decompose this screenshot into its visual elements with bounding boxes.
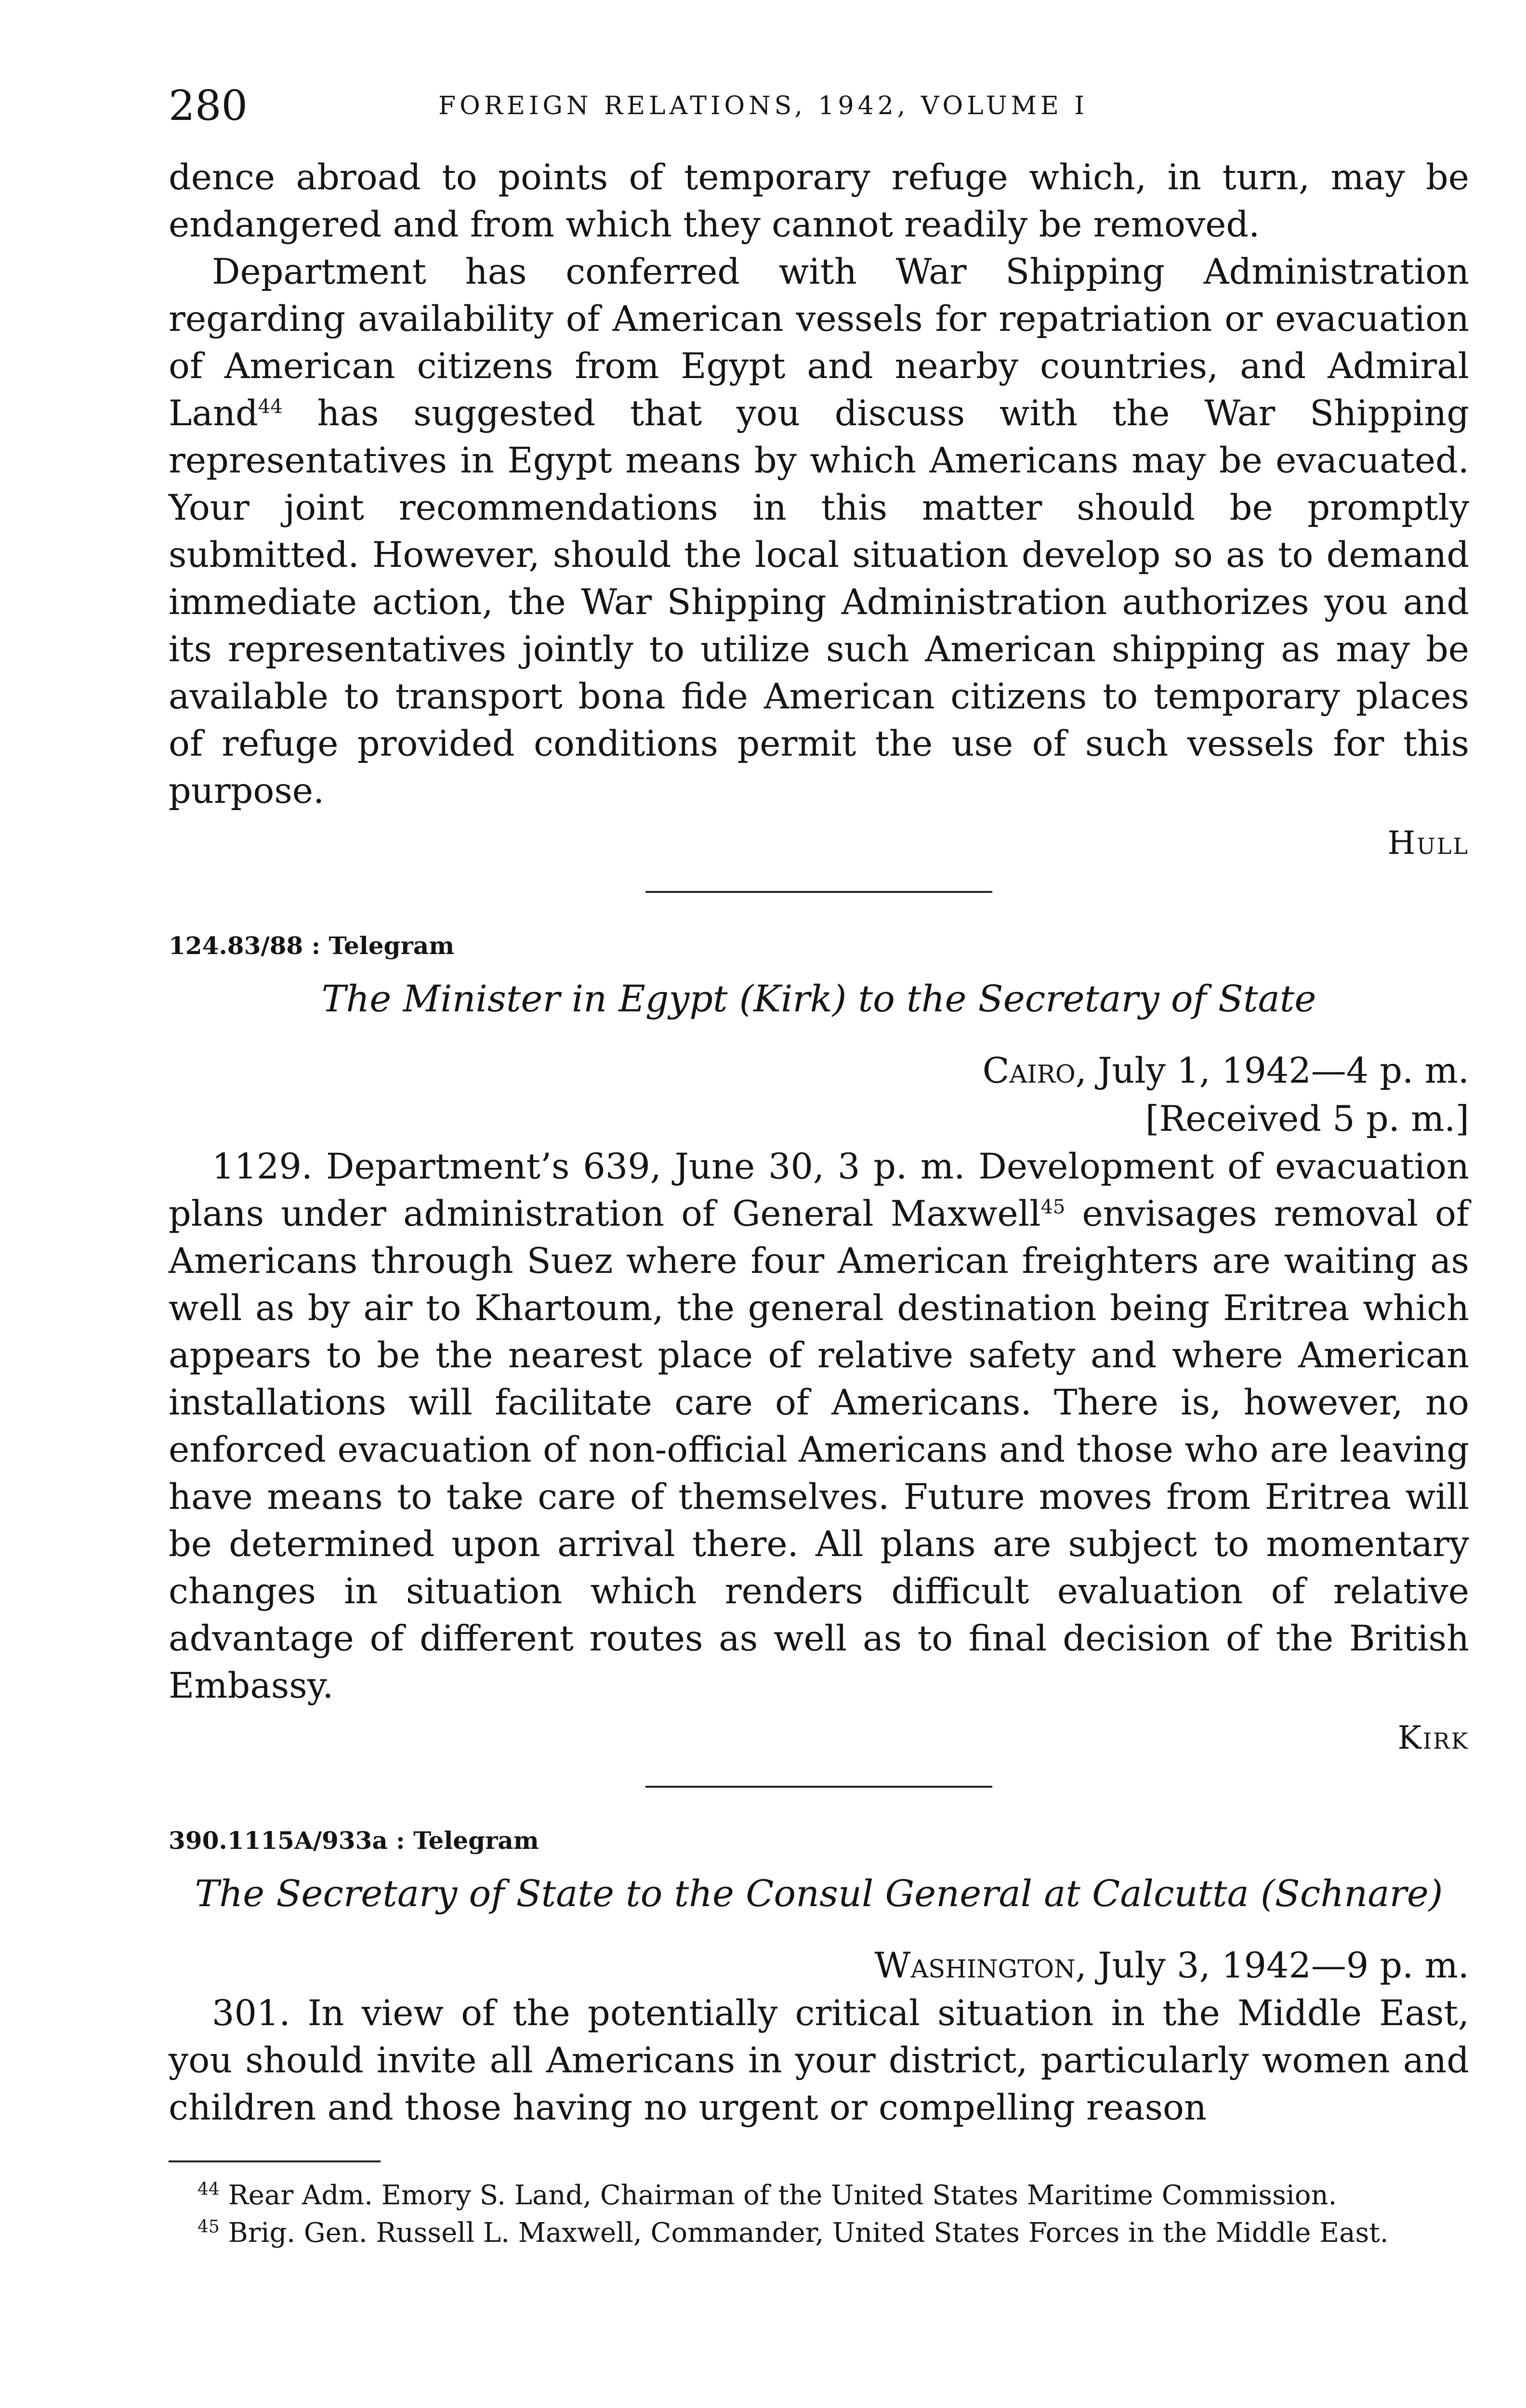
dateline xyxy=(169,1047,1469,1095)
dateline-date: July 1, 1942—4 p. m. xyxy=(1086,1050,1469,1091)
paragraph-text: has suggested that you discuss with the War Shipping representatives in Egypt means by which Americans may be evacuated. Your joint recommendations in this matter should be promptly submitted. However, should the local situation develop so as to demand immediate action, the War Shipping Administration authorizes you and its representatives jointly to utilize such American shipping as may be available to transport bona fide American citizens to temporary places of refuge provided conditions permit the use of such vessels for this purpose. xyxy=(169,393,1469,811)
footnote-text: Brig. Gen. Russell L. Maxwell, Commander, United States Forces in the Middle East. xyxy=(228,2217,1389,2249)
footnote xyxy=(169,2214,1469,2252)
body-paragraph xyxy=(169,1143,1469,1710)
footnote-number: 45 xyxy=(197,2217,220,2237)
running-head: FOREIGN RELATIONS, 1942, VOLUME I xyxy=(438,92,1088,120)
page-content xyxy=(169,154,1469,2252)
paragraph-text: Department has conferred with War Shipping Administration regarding availability of American vessels for repatriation or evacuation of American citizens from Egypt and nearby countries, and Admiral Land xyxy=(169,251,1469,434)
continued-paragraph: dence abroad to points of temporary refuge which, in turn, may be endangered and from which they cannot readily be removed. xyxy=(169,157,1469,245)
section-divider xyxy=(645,1786,992,1788)
page-number: 280 xyxy=(169,82,248,130)
footnote-number: 44 xyxy=(197,2179,220,2199)
section-divider xyxy=(645,891,992,893)
page-header xyxy=(169,79,1469,132)
received-note: [Received 5 p. m.] xyxy=(1145,1099,1469,1139)
body-paragraph: 301. In view of the potentially critical situation in the Middle East, you should invite all Americans in your district, particularly women and children and those having no urgent or compelling reason xyxy=(169,1993,1469,2128)
dateline-city: Washington, xyxy=(874,1945,1087,1986)
footnote-reference: 45 xyxy=(1040,1196,1066,1218)
file-reference: 124.83/88 : Telegram xyxy=(169,931,455,960)
file-reference: 390.1115A/933a : Telegram xyxy=(169,1826,539,1855)
paragraph-text: 1129. Department’s 639, June 30, 3 p. m. Development of evacuation plans under administration of General Maxwell xyxy=(169,1146,1469,1234)
dateline-date: July 3, 1942—9 p. m. xyxy=(1086,1945,1469,1986)
footnote-text: Rear Adm. Emory S. Land, Chairman of the United States Maritime Commission. xyxy=(228,2180,1337,2211)
dateline-city: Cairo, xyxy=(982,1050,1087,1091)
footnote-reference: 44 xyxy=(258,395,283,418)
paragraph-text: envisages removal of Americans through Suez where four American freighters are waiting as well as by air to Khartoum, the general destination being Eritrea which appears to be the nearest place of relative safety and where American installations will facilitate care of Americans. There is, however, no enforced evacuation of non-official Americans and those who are leaving have means to take care of themselves. Future moves from Eritrea will be determined upon arrival there. All plans are subject to momentary changes in situation which renders difficult evaluation of relative advantage of different routes as well as to final decision of the British Embassy. xyxy=(169,1193,1469,1706)
signature-kirk: Kirk xyxy=(1397,1719,1469,1756)
dateline xyxy=(169,1942,1469,1990)
footnote xyxy=(169,2177,1469,2214)
document-title: The Minister in Egypt (Kirk) to the Secretary of State xyxy=(321,977,1316,1020)
signature-hull: Hull xyxy=(1387,824,1469,862)
footnote-divider xyxy=(169,2160,381,2162)
document-title: The Secretary of State to the Consul General at Calcutta (Schnare) xyxy=(195,1872,1443,1915)
body-paragraph xyxy=(169,249,1469,815)
